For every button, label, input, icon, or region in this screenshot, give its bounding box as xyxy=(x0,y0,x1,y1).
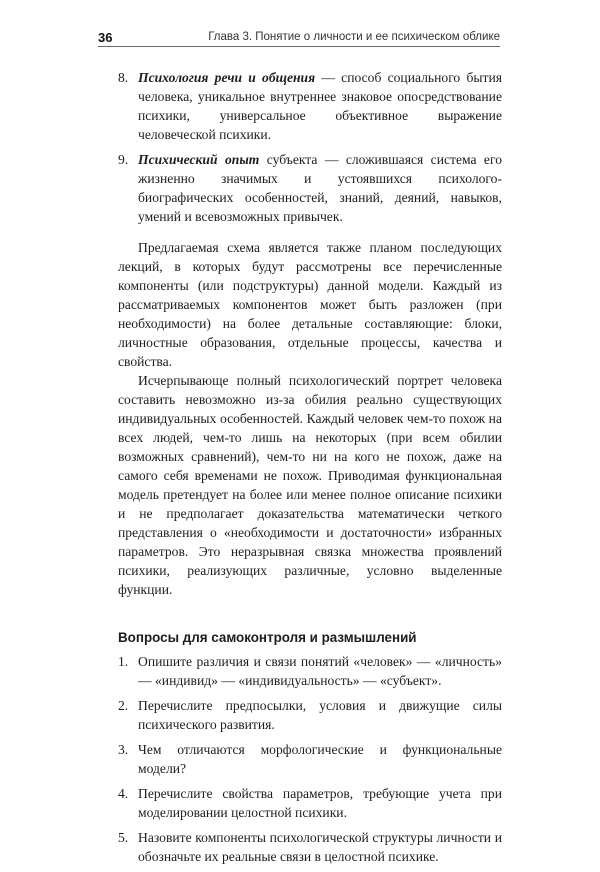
question-number: 4. xyxy=(118,786,129,801)
page-number: 36 xyxy=(98,30,113,45)
body-paragraph: Предлагаемая схема является также планом последующих лекций, в которых будут рассмотрены все перечисленные компоненты (или подструктуры) данной модели. Каждый из рассматриваемых компонентов может быть разложен (при необходимости) на более детальные составляющие: блоки, личностные образования, отдельные процессы, качества и свойства. xyxy=(118,240,502,369)
question-number: 2. xyxy=(118,698,129,713)
list-item xyxy=(118,68,502,144)
list-item-definition: — способ социального бытия человека, уникальное внутреннее знаковое опосредствование психики, универсальное объективное выражение человеческой психики. xyxy=(138,70,502,142)
list-item-term: Психология речи и общения xyxy=(138,70,316,85)
question-number: 5. xyxy=(118,830,129,845)
question-item xyxy=(118,740,502,778)
question-text: Назовите компоненты психологической структуры личности и обозначьте их реальные связи в целостной психике. xyxy=(138,830,502,864)
question-text: Перечислите предпосылки, условия и движущие силы психического развития. xyxy=(138,698,502,732)
list-item-term: Психический опыт xyxy=(138,152,260,167)
question-item xyxy=(118,652,502,690)
body-paragraph: Исчерпывающе полный психологический портрет человека составить невозможно из-за обилия реально существующих индивидуальных особенностей. Каждый человек чем-то похож на всех людей, чем-то лишь на некоторых (при всем обилии возможных сравнений), чем-то ни на кого не похож, даже на самого себя временами не похож. Приводимая функциональная модель претендует на более или менее полное описание психики и не предполагает доказательства математически четкого представления о «необходимости и достаточности» избранных параметров. Это неразрывная связка множества проявлений психики, реализующих различные, условно выделенные функции. xyxy=(118,373,502,597)
list-item-definition: субъекта — сложившаяся система его жизненно значимых и устоявшихся психолого-биографических особенностей, знаний, деяний, навыков, умений и всевозможных привычек. xyxy=(138,152,502,224)
question-item xyxy=(118,828,502,866)
list-item-number: 8. xyxy=(118,70,129,85)
list-item-text xyxy=(138,150,502,226)
list-item xyxy=(118,150,502,226)
list-item-text xyxy=(138,68,502,144)
chapter-title: Глава 3. Понятие о личности и ее психическом облике xyxy=(208,31,500,43)
question-text: Опишите различия и связи понятий «человек» — «личность» — «индивид» — «индивидуальность» — «субъект». xyxy=(138,654,502,688)
running-header xyxy=(98,30,500,47)
section-heading: Вопросы для самоконтроля и размышлений xyxy=(118,630,417,645)
page-content xyxy=(118,68,502,872)
question-number: 3. xyxy=(118,742,129,757)
question-item xyxy=(118,784,502,822)
question-text: Чем отличаются морфологические и функциональные модели? xyxy=(138,742,502,776)
question-number: 1. xyxy=(118,654,129,669)
question-item xyxy=(118,696,502,734)
list-item-number: 9. xyxy=(118,152,129,167)
question-text: Перечислите свойства параметров, требующие учета при моделировании целостной психики. xyxy=(138,786,502,820)
